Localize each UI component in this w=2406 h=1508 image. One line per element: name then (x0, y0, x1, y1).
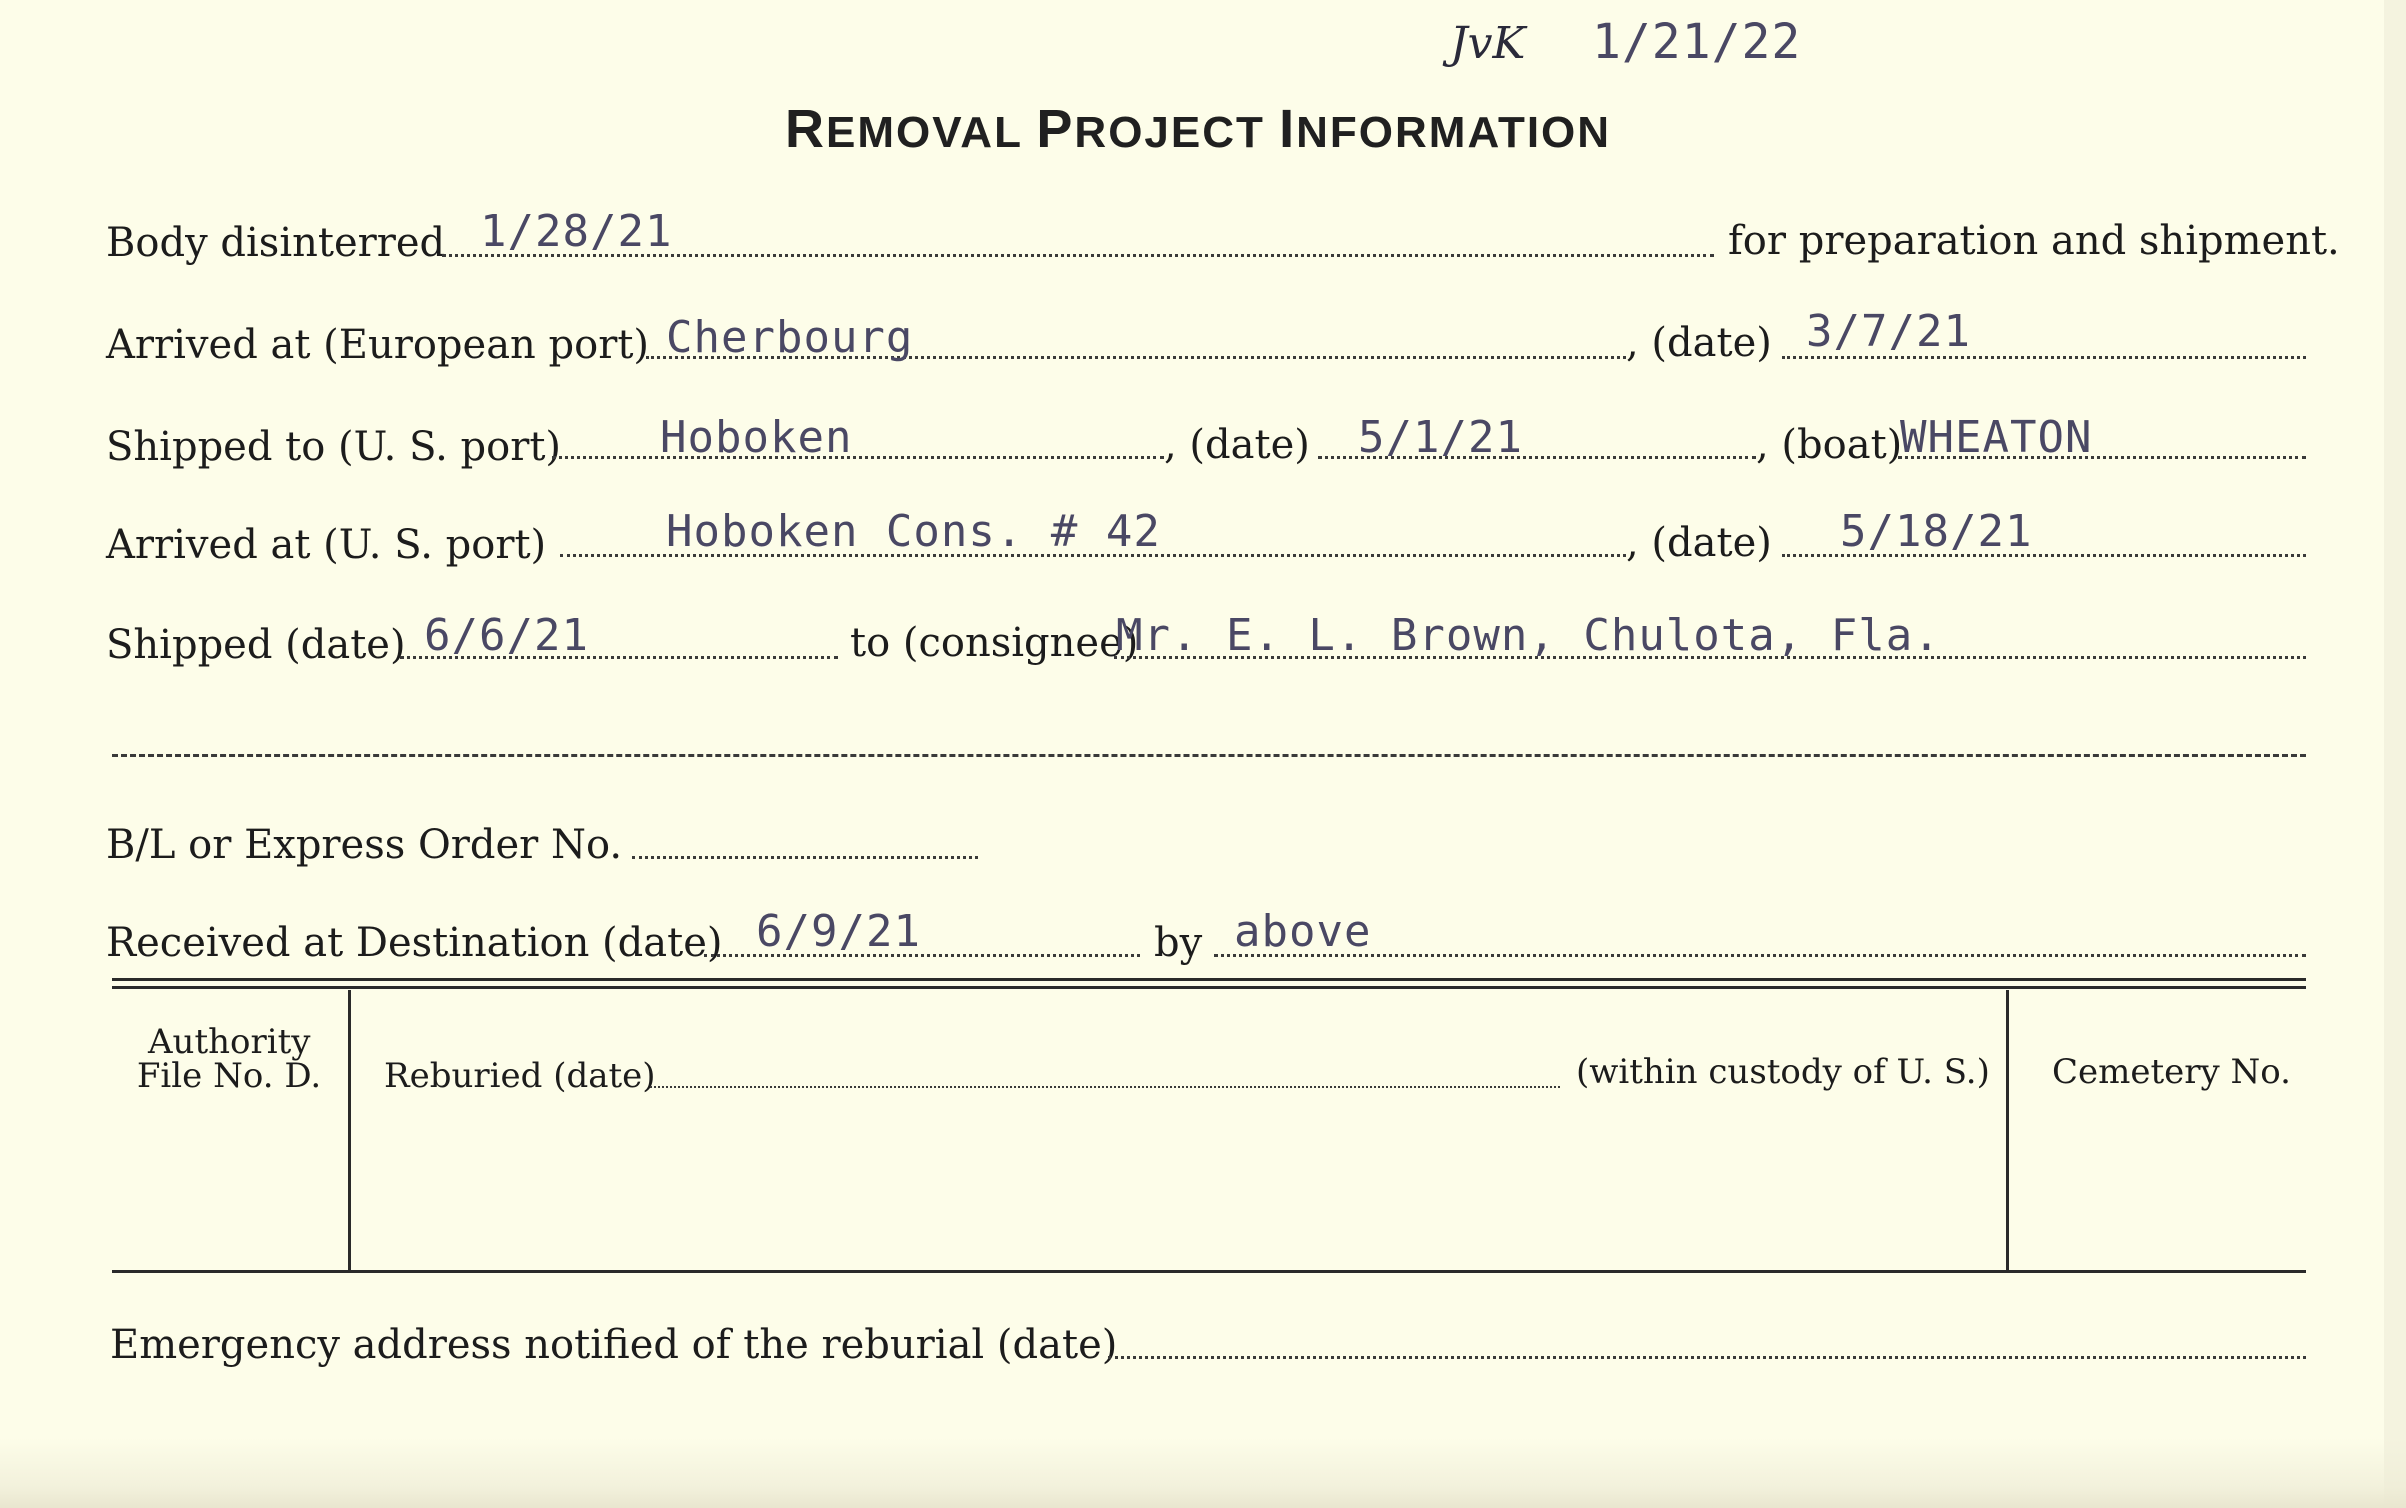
cemetery-label: Cemetery No. (2052, 1052, 2291, 1092)
consignee-label: to (consignee) (850, 620, 1139, 666)
arrived-us-date-label: , (date) (1626, 520, 1772, 566)
shipped-us-date-label: , (date) (1164, 422, 1310, 468)
by-label: by (1154, 920, 1203, 966)
boat-value: WHEATON (1900, 412, 2093, 463)
reburied-label: Reburied (date) (384, 1056, 656, 1096)
card-edge (2384, 0, 2406, 1508)
by-value: above (1234, 906, 1372, 957)
authority-label-2: File No. D. (136, 1056, 322, 1096)
shipped-us-date: 5/1/21 (1358, 412, 1523, 463)
by-line (1214, 954, 2306, 957)
disinterred-value: 1/28/21 (480, 206, 673, 257)
authority-label-1: Authority (148, 1022, 311, 1062)
box-top-rule (112, 978, 2306, 981)
bl-line (632, 856, 978, 859)
emergency-label: Emergency address notified of the reburial (date) (110, 1322, 1118, 1368)
custody-label: (within custody of U. S.) (1576, 1052, 1990, 1092)
arrived-us-value: Hoboken Cons. # 42 (666, 506, 1161, 557)
shipped-us-value: Hoboken (660, 412, 853, 463)
arrived-eu-date: 3/7/21 (1806, 306, 1971, 357)
arrived-us-label: Arrived at (U. S. port) (106, 522, 547, 568)
emergency-line (1108, 1356, 2306, 1359)
disinterred-label: Body disinterred (106, 220, 446, 266)
shipped-date-label: Shipped (date) (106, 622, 406, 668)
boat-label: , (boat) (1756, 422, 1903, 468)
consignee-value: Mr. E. L. Brown, Chulota, Fla. (1116, 610, 1941, 661)
arrived-us-date: 5/18/21 (1840, 506, 2033, 557)
arrived-eu-date-label: , (date) (1626, 320, 1772, 366)
arrived-eu-label: Arrived at (European port) (106, 322, 650, 368)
arrived-eu-value: Cherbourg (666, 312, 914, 363)
box-bottom-rule (112, 1270, 2306, 1273)
bl-label: B/L or Express Order No. (106, 822, 623, 868)
header-date: 1/21/22 (1592, 14, 1802, 70)
box-top-rule-2 (112, 986, 2306, 989)
received-label: Received at Destination (date) (106, 920, 723, 966)
card-edge-worn (0, 1438, 2406, 1508)
initials-mark: JvK (1450, 18, 1526, 69)
box-divider-left (348, 990, 351, 1270)
shipped-date-value: 6/6/21 (424, 610, 589, 661)
form-title: REMOVAL PROJECT INFORMATION (785, 99, 1612, 159)
disinterred-suffix: for preparation and shipment. (1728, 218, 2340, 264)
reburied-line (650, 1086, 1560, 1088)
shipped-us-label: Shipped to (U. S. port) (106, 424, 561, 470)
box-divider-right (2006, 990, 2009, 1270)
received-value: 6/9/21 (756, 906, 921, 957)
blank-line (112, 754, 2306, 757)
shipped-us-line (552, 456, 1164, 459)
